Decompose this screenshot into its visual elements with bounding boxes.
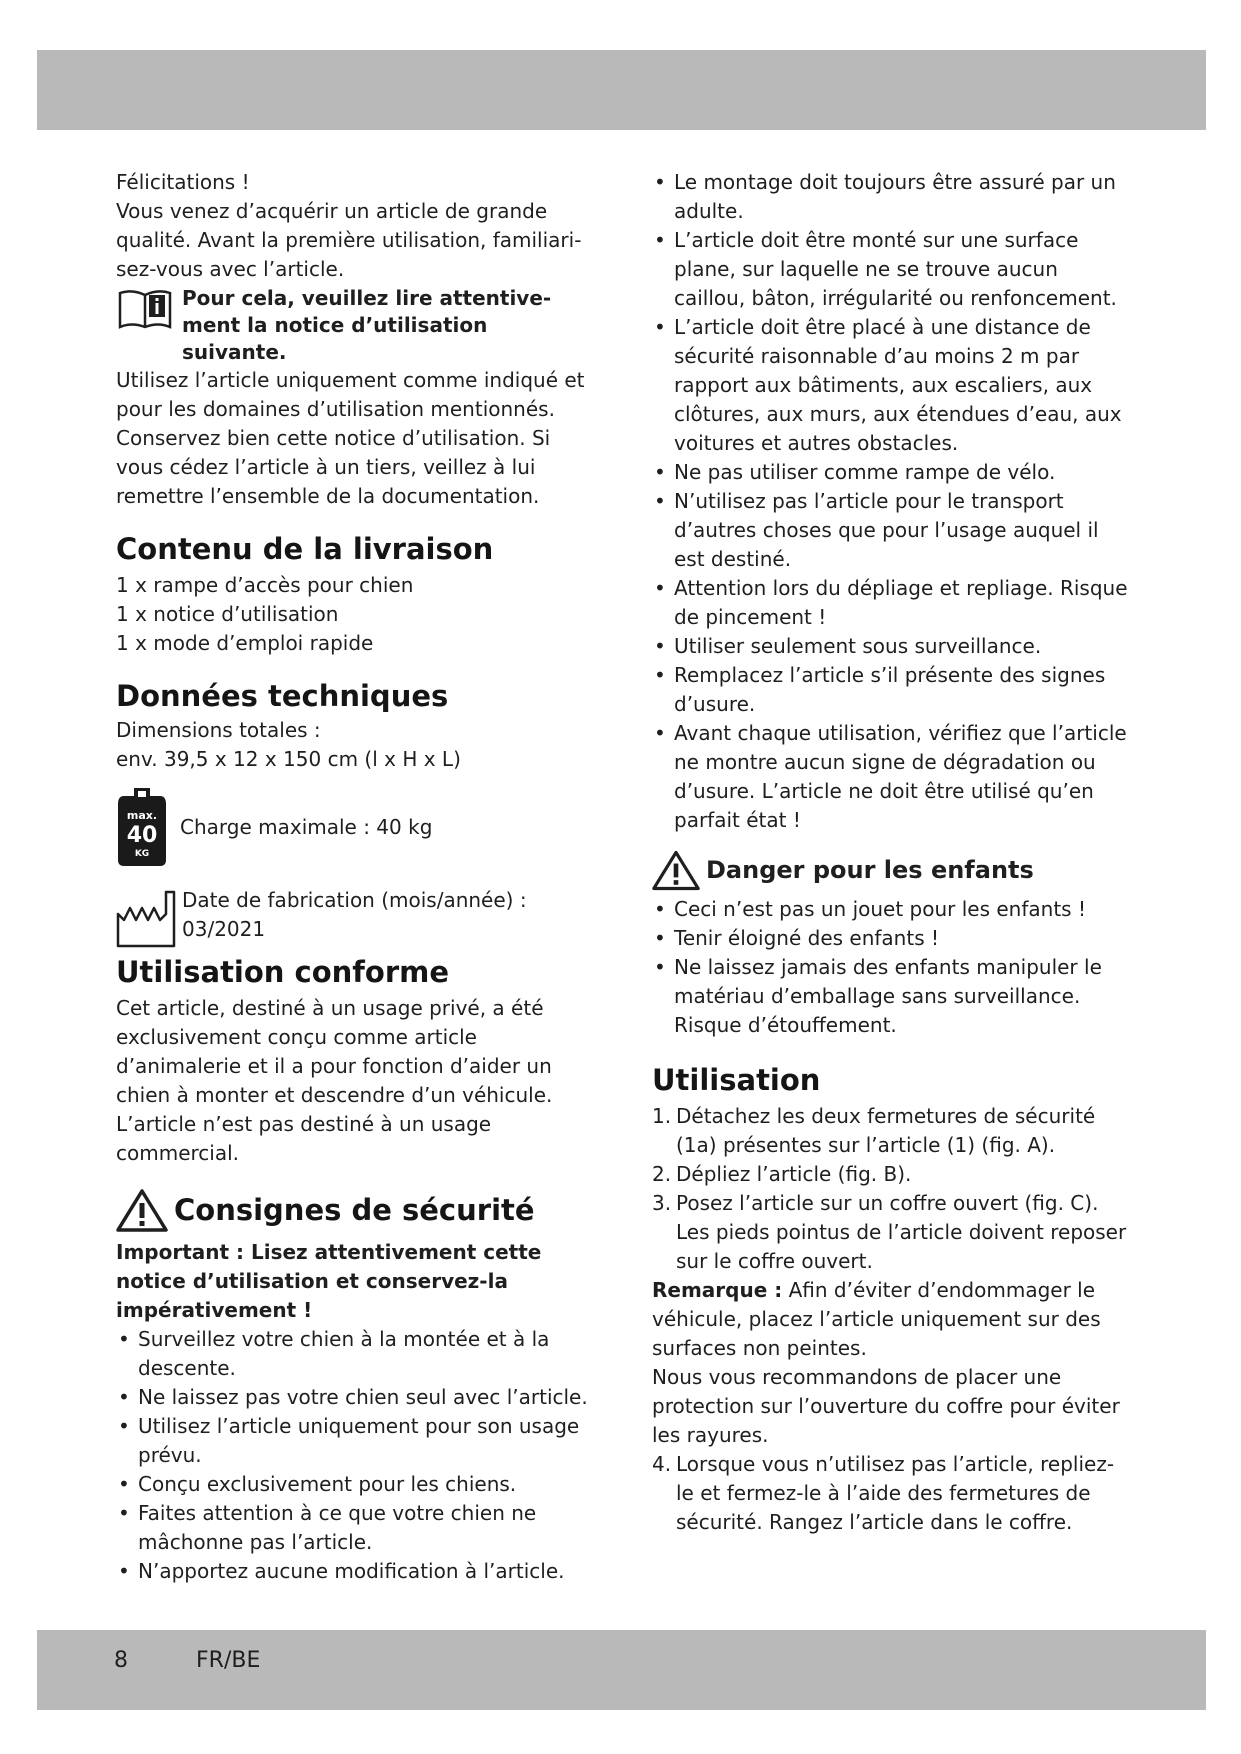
read-note-text: Pour cela, veuillez lire attentive-ment la notice d’utilisation suivante. [182,286,552,364]
usage-steps [652,1102,1130,1276]
list-item: • N’apportez aucune modification à l’article. [116,1557,594,1586]
weight-icon-value: 40 [126,823,158,848]
safety-heading [116,1188,594,1232]
weight-icon-top: max. [126,809,158,822]
congrats-text: Félicitations ! [116,170,250,194]
safety-important: Important : Lisez attentivement cette notice d’utilisation et conservez-la impérativement ! [116,1240,542,1322]
safety-list-right [652,168,1130,835]
tech-title: Données techniques [116,679,449,713]
page-number: 8 [114,1648,128,1673]
max-load-row [116,786,594,868]
usage-step [652,1189,1130,1276]
usage-step [652,1450,1130,1537]
intended-use-title: Utilisation conforme [116,955,450,989]
children-list [652,895,1130,1040]
right-column [652,168,1130,1537]
delivery-item: 1 x rampe d’accès pour chien [116,573,414,597]
manufacture-date-value: 03/2021 [182,917,266,941]
warning-icon [116,1188,168,1232]
list-item: • L’article doit être monté sur une surface plane, sur laquelle ne se trouve aucun caillou, bâton, irrégularité ou renfoncement. [652,226,1130,313]
children-heading [652,849,1130,891]
list-item: • Remplacez l’article s’il présente des signes d’usure. [652,661,1130,719]
list-item: • Faites attention à ce que votre chien ne mâchonne pas l’article. [116,1499,594,1557]
dimensions-label: Dimensions totales : [116,718,321,742]
delivery-list [116,571,594,658]
weight-icon [116,786,168,868]
manufacture-date-icon [116,890,176,948]
step-number: 4. [652,1452,672,1476]
list-item: • N’utilisez pas l’article pour le transport d’autres choses que pour l’usage auquel il est destiné. [652,487,1130,574]
step-text: Détachez les deux fermetures de sécurité (1a) présentes sur l’article (1) (fig. A). [676,1104,1096,1157]
delivery-item: 1 x notice d’utilisation [116,602,339,626]
step-text: Lorsque vous n’utilisez pas l’article, repliez-le et fermez-le à l’aide des fermetures de sécurité. Rangez l’article dans le coffre. [676,1452,1115,1534]
safety-list-left [116,1325,594,1586]
delivery-title: Contenu de la livraison [116,532,494,566]
step-number: 3. [652,1191,672,1215]
remark-text: Afin d’éviter d’endommager le véhicule, placez l’article uniquement sur des surfaces non peintes. [652,1278,1101,1360]
list-item: • Avant chaque utilisation, vérifiez que l’article ne montre aucun signe de dégradation ou d’usure. L’article ne doit être utilisé qu’en parfait état ! [652,719,1130,835]
list-item: • Utilisez l’article uniquement pour son usage prévu. [116,1412,594,1470]
read-note [116,285,594,366]
usage-step-4 [652,1450,1130,1537]
usage-step [652,1160,1130,1189]
remark [652,1276,1130,1363]
weight-icon-unit: KG [134,849,150,859]
list-item: • Ne laissez pas votre chien seul avec l’article. [116,1383,594,1412]
remark-label: Remarque : [652,1278,783,1302]
usage-paragraph: Utilisez l’article uniquement comme indiqué et pour les domaines d’utilisation mentionnés. Conservez bien cette notice d’utilisation. Si vous cédez l’article à un tiers, veillez à lui remettre l’ensemble de la documentation. [116,368,585,508]
intended-use-text: Cet article, destiné à un usage privé, a été exclusivement conçu comme article d’animalerie et il a pour fonction d’aider un chien à monter et descendre d’un véhicule. L’article n’est pas destiné à un usage commercial. [116,996,553,1165]
manufacture-date-row [116,886,594,948]
list-item: • Ne laissez jamais des enfants manipuler le matériau d’emballage sans surveillance. Risque d’étouffement. [652,953,1130,1040]
step-number: 1. [652,1104,672,1128]
list-item: • Attention lors du dépliage et repliage. Risque de pincement ! [652,574,1130,632]
list-item: • Tenir éloigné des enfants ! [652,924,1130,953]
max-load-text: Charge maximale : 40 kg [180,814,433,839]
step-text: Posez l’article sur un coffre ouvert (fig. C). Les pieds pointus de l’article doivent reposer sur le coffre ouvert. [676,1191,1127,1273]
warning-icon [652,849,700,891]
list-item: • Ne pas utiliser comme rampe de vélo. [652,458,1130,487]
delivery-item: 1 x mode d’emploi rapide [116,631,374,655]
list-item: • Conçu exclusivement pour les chiens. [116,1470,594,1499]
usage-title: Utilisation [652,1063,821,1097]
dimensions-value: env. 39,5 x 12 x 150 cm (l x H x L) [116,747,461,771]
manual-info-icon [116,287,174,331]
children-title: Danger pour les enfants [706,855,1034,884]
list-item: • Ceci n’est pas un jouet pour les enfants ! [652,895,1130,924]
manufacture-date-label: Date de fabrication (mois/année) : [182,888,527,912]
language-code: FR/BE [196,1648,261,1673]
header-bar [37,50,1206,130]
left-column [116,168,594,1586]
usage-step [652,1102,1130,1160]
list-item: • Utiliser seulement sous surveillance. [652,632,1130,661]
intro-paragraph: Vous venez d’acquérir un article de grande qualité. Avant la première utilisation, familiari-sez-vous avec l’article. [116,199,582,281]
list-item: • Le montage doit toujours être assuré par un adulte. [652,168,1130,226]
list-item: • L’article doit être placé à une distance de sécurité raisonnable d’au moins 2 m par rapport aux bâtiments, aux escaliers, aux clôtures, aux murs, aux étendues d’eau, aux voitures et autres obstacles. [652,313,1130,458]
list-item: • Surveillez votre chien à la montée et à la descente. [116,1325,594,1383]
recommendation: Nous vous recommandons de placer une protection sur l’ouverture du coffre pour éviter les rayures. [652,1365,1120,1447]
step-number: 2. [652,1162,672,1186]
safety-title: Consignes de sécurité [174,1193,535,1227]
step-text: Dépliez l’article (fig. B). [676,1162,912,1186]
